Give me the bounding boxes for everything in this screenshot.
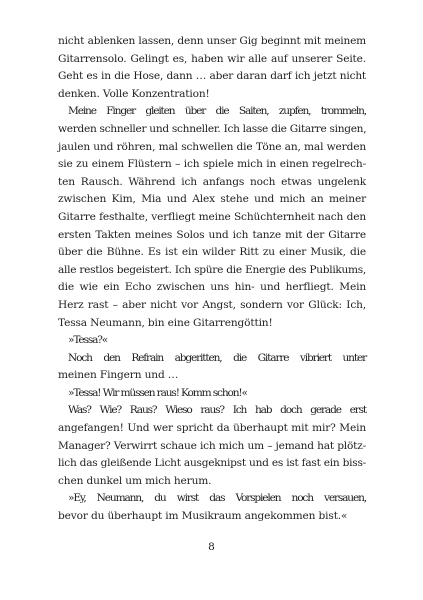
text-line: nicht ablenken lassen, denn unser Gig beginnt mit meinem (58, 35, 366, 47)
text-line: angefangen! Und wer spricht da überhaupt mit mir? Mein (58, 422, 366, 435)
text-line: Meine Finger gleiten über die Saiten, zupfen, trommeln, (68, 105, 366, 118)
text-line: Manager? Verwirrt schaue ich mich um – jemand hat plötz- (58, 439, 366, 452)
text-line: lich das gleißende Licht ausgeknipst und es ist fast ein biss- (58, 457, 366, 470)
text-line: die wie ein Echo zwischen uns hin- und herfliegt. Mein (58, 281, 366, 294)
text-line: Noch den Refrain abgeritten, die Gitarre vibriert unter (68, 351, 366, 364)
page-number: 8 (208, 541, 215, 553)
text-line: zwischen Kim, Mia und Alex stehe und mich an meiner (58, 193, 366, 206)
text-line: meinen Fingern und … (58, 369, 179, 382)
text-line: »Ey, Neumann, du wirst das Vorspielen noch versauen, (68, 492, 366, 505)
text-line: »Tessa?« (68, 334, 108, 347)
text-line: »Tessa! Wir müssen raus! Komm schon!« (68, 386, 247, 399)
text-line: werden schneller und schneller. Ich lasse die Gitarre singen, (58, 122, 367, 135)
text-line: denken. Volle Konzentration! (58, 87, 210, 100)
text-line: Geht es in die Hose, dann … aber daran darf ich jetzt nicht (58, 70, 366, 83)
text-line: sie zu einem Flüstern – ich spiele mich in einen regelrech- (58, 158, 366, 171)
text-line: bevor du überhaupt im Musikraum angekommen bist.« (58, 510, 348, 523)
text-line: ten Rausch. Während ich anfangs noch etwas ungelenk (58, 175, 366, 188)
text-line: jaulen und röhren, mal schwellen die Töne an, mal werden (58, 140, 366, 153)
text-line: Gitarrensolo. Gelingt es, haben wir alle auf unserer Seite. (58, 52, 366, 65)
text-line: Tessa Neumann, bin eine Gitarrengöttin! (58, 316, 273, 329)
text-line: über die Bühne. Es ist ein wilder Ritt zu einer Musik, die (58, 246, 366, 259)
text-line: Gitarre festhalte, verfliegt meine Schüchternheit nach den (58, 210, 366, 223)
text-line: Herz rast – aber nicht vor Angst, sondern vor Glück: Ich, (58, 298, 366, 311)
body-text (58, 33, 366, 526)
text-line: alle restlos begeistert. Ich spüre die Energie des Publikums, (58, 263, 366, 276)
text-line: Was? Wie? Raus? Wieso raus? Ich hab doch gerade erst (68, 404, 366, 417)
text-line: chen dunkel um mich herum. (58, 474, 212, 487)
text-line: ersten Takten meines Solos und ich tanze mit der Gitarre (58, 228, 366, 241)
